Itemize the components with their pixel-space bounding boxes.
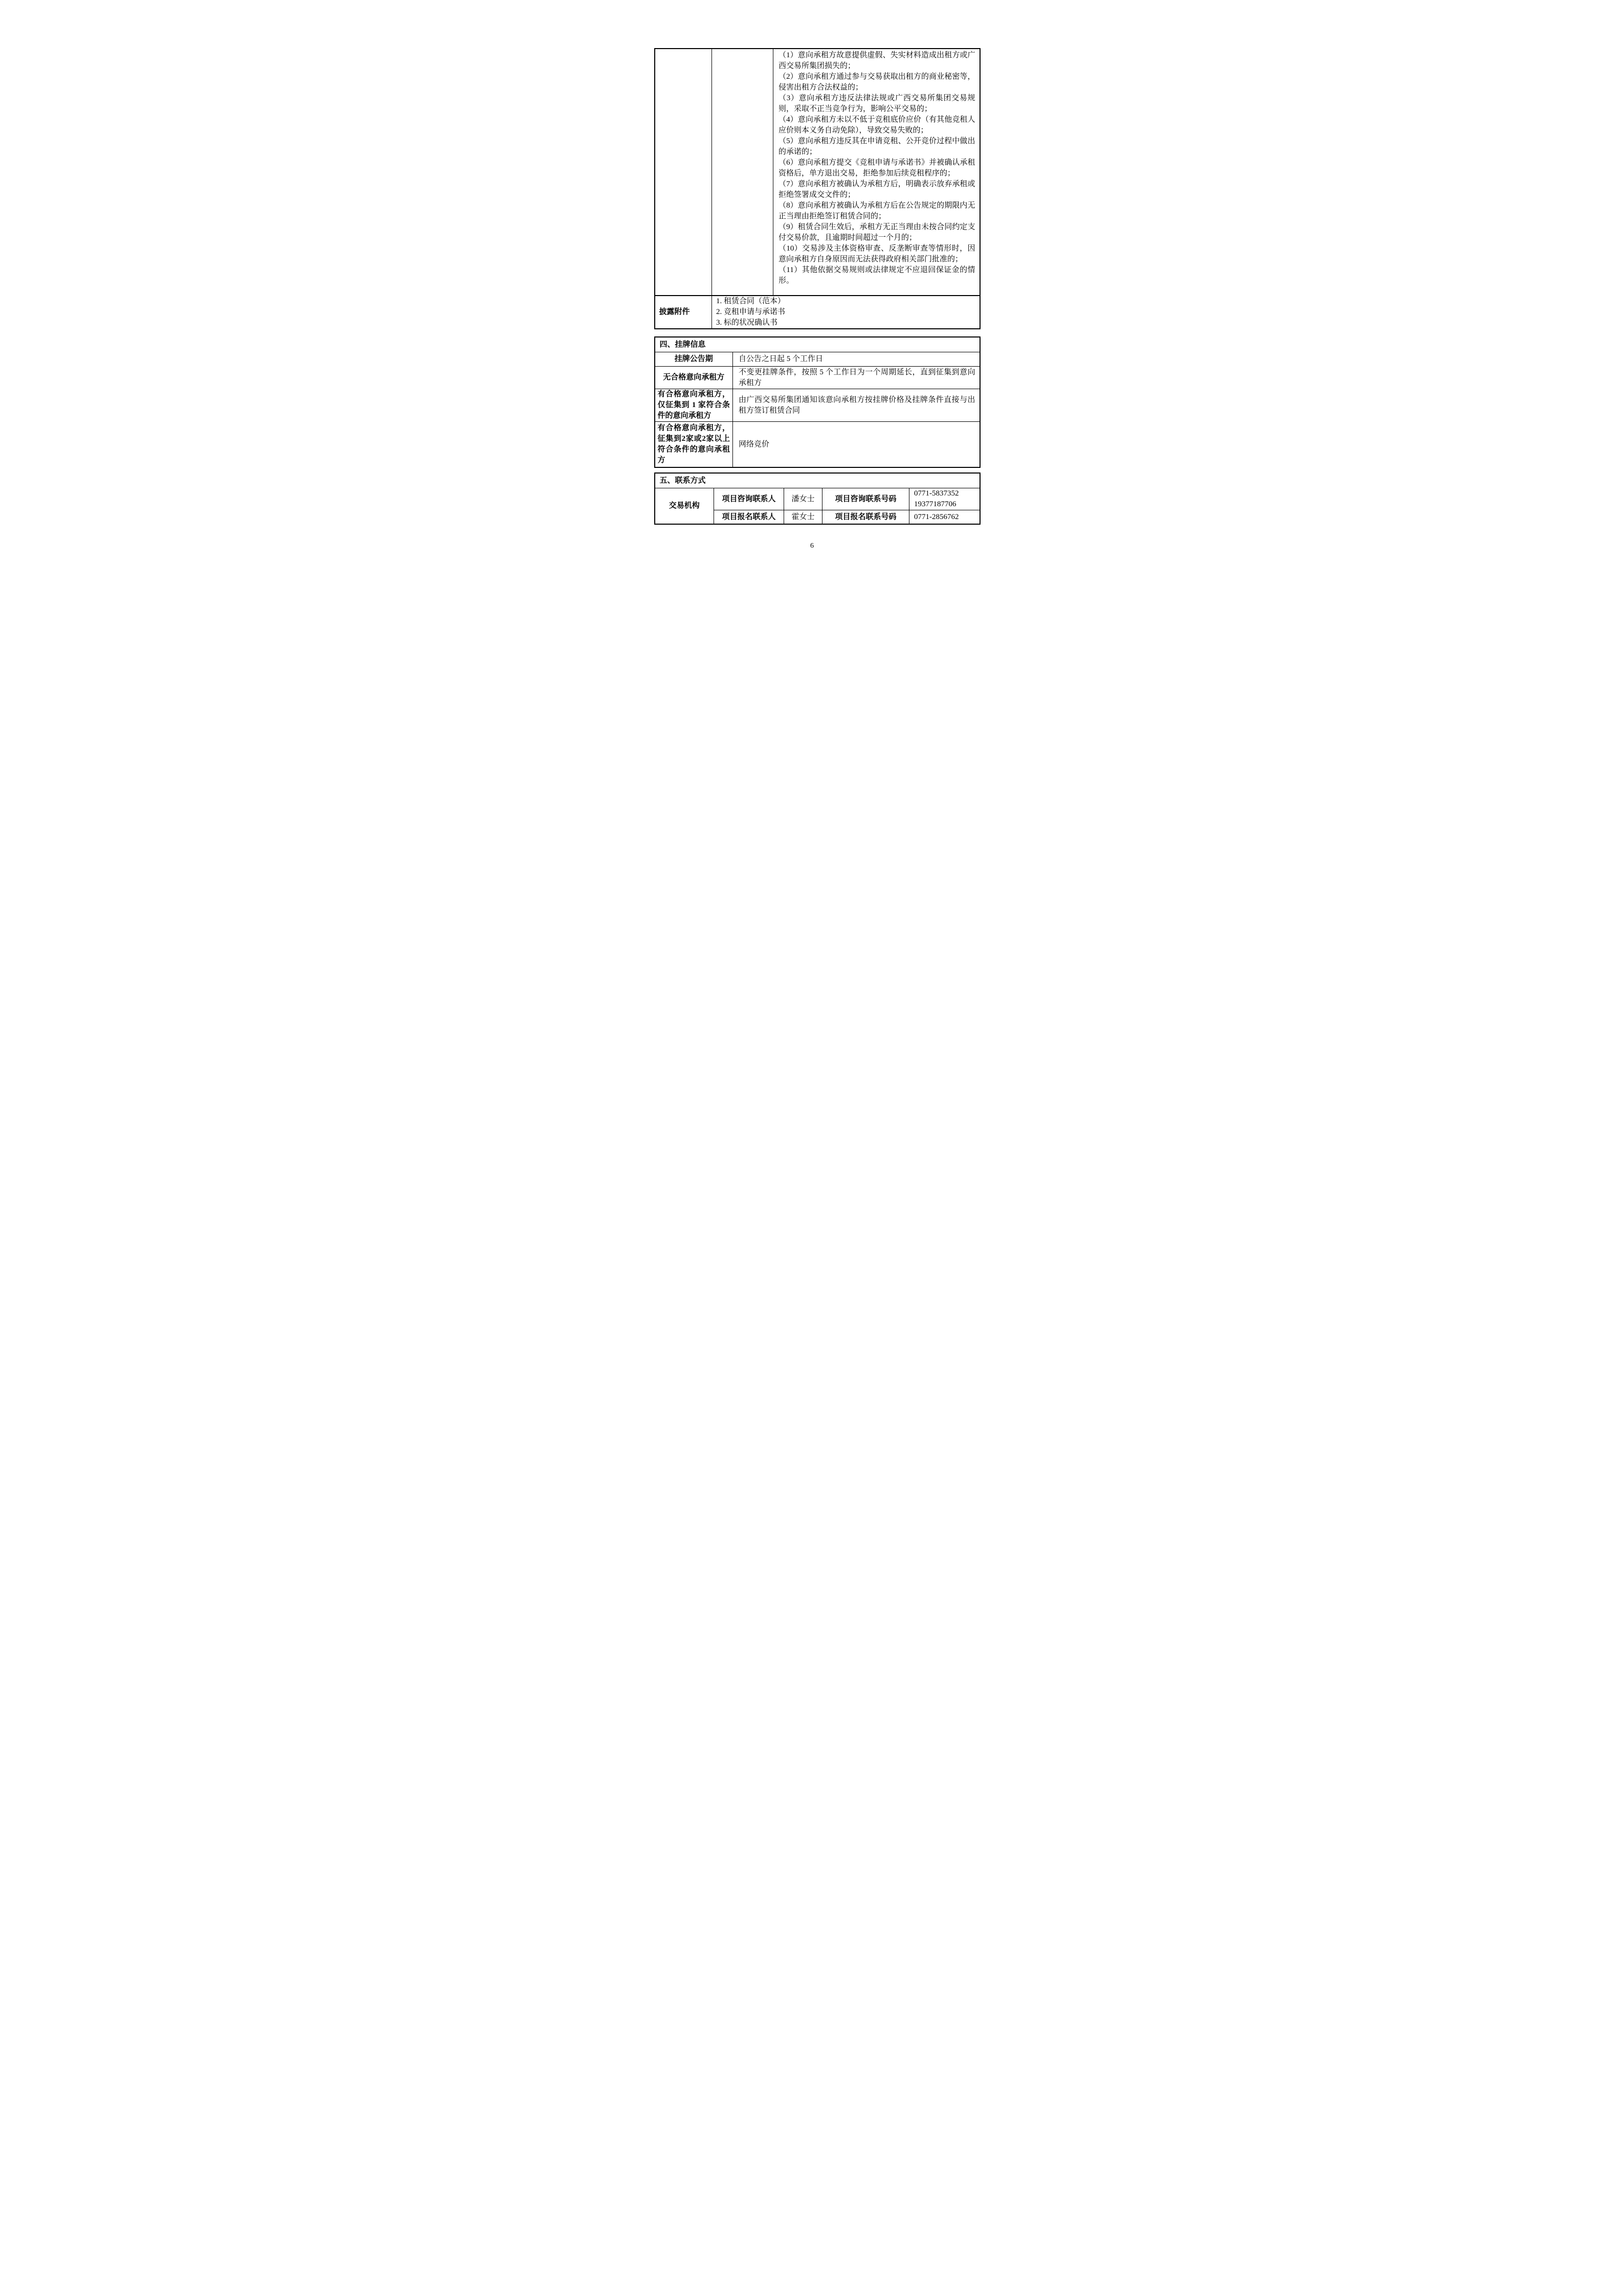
clause-paragraph: （4）意向承租方未以不低于竞租底价应价（有其他竞租人应价则本义务自动免除），导致交易失败的； bbox=[778, 116, 975, 134]
contact-table bbox=[654, 472, 981, 525]
table-row bbox=[655, 488, 980, 510]
clause-paragraph: （1）意向承租方故意提供虚假、失实材料造成出租方或广西交易所集团损失的； bbox=[778, 51, 975, 70]
table-row bbox=[655, 337, 980, 352]
contact-role-label: 项目咨询联系人 bbox=[714, 488, 784, 510]
section-title-listing-info: 四、挂牌信息 bbox=[655, 337, 980, 352]
row-value: 网络竞价 bbox=[733, 422, 980, 468]
table-row bbox=[655, 473, 980, 488]
phone-line: 0771-5837352 bbox=[914, 489, 959, 498]
row-label: 有合格意向承租方，征集到2家或2家以上符合条件的意向承租方 bbox=[655, 422, 733, 468]
phone-line: 19377187706 bbox=[914, 500, 956, 508]
deposit-clauses-table bbox=[654, 48, 981, 329]
clause-paragraph: （8）意向承租方被确认为承租方后在公告规定的期限内无正当理由拒绝签订租赁合同的； bbox=[778, 201, 975, 220]
phone-line: 0771-2856762 bbox=[914, 512, 959, 521]
attachment-item: 2. 竞租申请与承诺书 bbox=[716, 308, 786, 316]
phone-numbers bbox=[909, 510, 980, 525]
contact-role-label: 项目报名联系人 bbox=[714, 510, 784, 525]
row-value: 自公告之日起 5 个工作日 bbox=[733, 352, 980, 367]
phone-label: 项目咨询联系号码 bbox=[822, 488, 909, 510]
attachments-label: 披露附件 bbox=[655, 296, 712, 329]
clause-paragraph: （11）其他依据交易规则或法律规定不应退回保证金的情形。 bbox=[778, 266, 975, 285]
table-row bbox=[655, 422, 980, 468]
empty-cell bbox=[655, 49, 712, 296]
attachments-list-cell bbox=[712, 296, 980, 329]
page-number: 6 bbox=[810, 542, 814, 550]
clause-paragraph: （3）意向承租方违反法律法规或广西交易所集团交易规则，采取不正当竞争行为，影响公平交易的； bbox=[778, 94, 975, 113]
clause-paragraph: （7）意向承租方被确认为承租方后，明确表示放弃承租或拒绝签署成交文件的； bbox=[778, 180, 975, 199]
phone-label: 项目报名联系号码 bbox=[822, 510, 909, 525]
section-title-contact: 五、联系方式 bbox=[655, 473, 980, 488]
table-row bbox=[655, 389, 980, 422]
clause-paragraph: （6）意向承租方提交《竞租申请与承诺书》并被确认承租资格后，单方退出交易，拒绝参加后续竞租程序的； bbox=[778, 159, 975, 177]
clause-paragraph: （5）意向承租方违反其在申请竞租、公开竞价过程中做出的承诺的； bbox=[778, 137, 975, 156]
row-label: 无合格意向承租方 bbox=[655, 367, 733, 389]
row-label: 有合格意向承租方，仅征集到 1 家符合条件的意向承租方 bbox=[655, 389, 733, 422]
table-row bbox=[655, 49, 980, 296]
table-row bbox=[655, 352, 980, 367]
table-row bbox=[655, 296, 980, 329]
row-value: 不变更挂牌条件，按照 5 个工作日为一个周期延长，直到征集到意向承租方 bbox=[733, 367, 980, 389]
listing-info-table bbox=[654, 336, 981, 468]
attachment-item: 3. 标的状况确认书 bbox=[716, 319, 778, 327]
document-page bbox=[609, 0, 1015, 574]
clauses-cell bbox=[773, 49, 980, 296]
row-label: 挂牌公告期 bbox=[655, 352, 733, 367]
clause-paragraph: （10）交易涉及主体资格审查、反垄断审查等情形时，因意向承租方自身原因而无法获得政府相关部门批准的； bbox=[778, 244, 975, 263]
contact-name: 潘女士 bbox=[784, 488, 822, 510]
org-label: 交易机构 bbox=[655, 488, 714, 525]
row-value: 由广西交易所集团通知该意向承租方按挂牌价格及挂牌条件直接与出租方签订租赁合同 bbox=[733, 389, 980, 422]
empty-cell bbox=[712, 49, 773, 296]
clause-paragraph: （2）意向承租方通过参与交易获取出租方的商业秘密等，侵害出租方合法权益的； bbox=[778, 73, 975, 92]
attachment-item: 1. 租赁合同（范本） bbox=[716, 297, 786, 305]
table-row bbox=[655, 367, 980, 389]
clause-paragraph: （9）租赁合同生效后，承租方无正当理由未按合同约定支付交易价款，且逾期时间超过一个月的； bbox=[778, 223, 975, 242]
contact-name: 霍女士 bbox=[784, 510, 822, 525]
phone-numbers bbox=[909, 488, 980, 510]
